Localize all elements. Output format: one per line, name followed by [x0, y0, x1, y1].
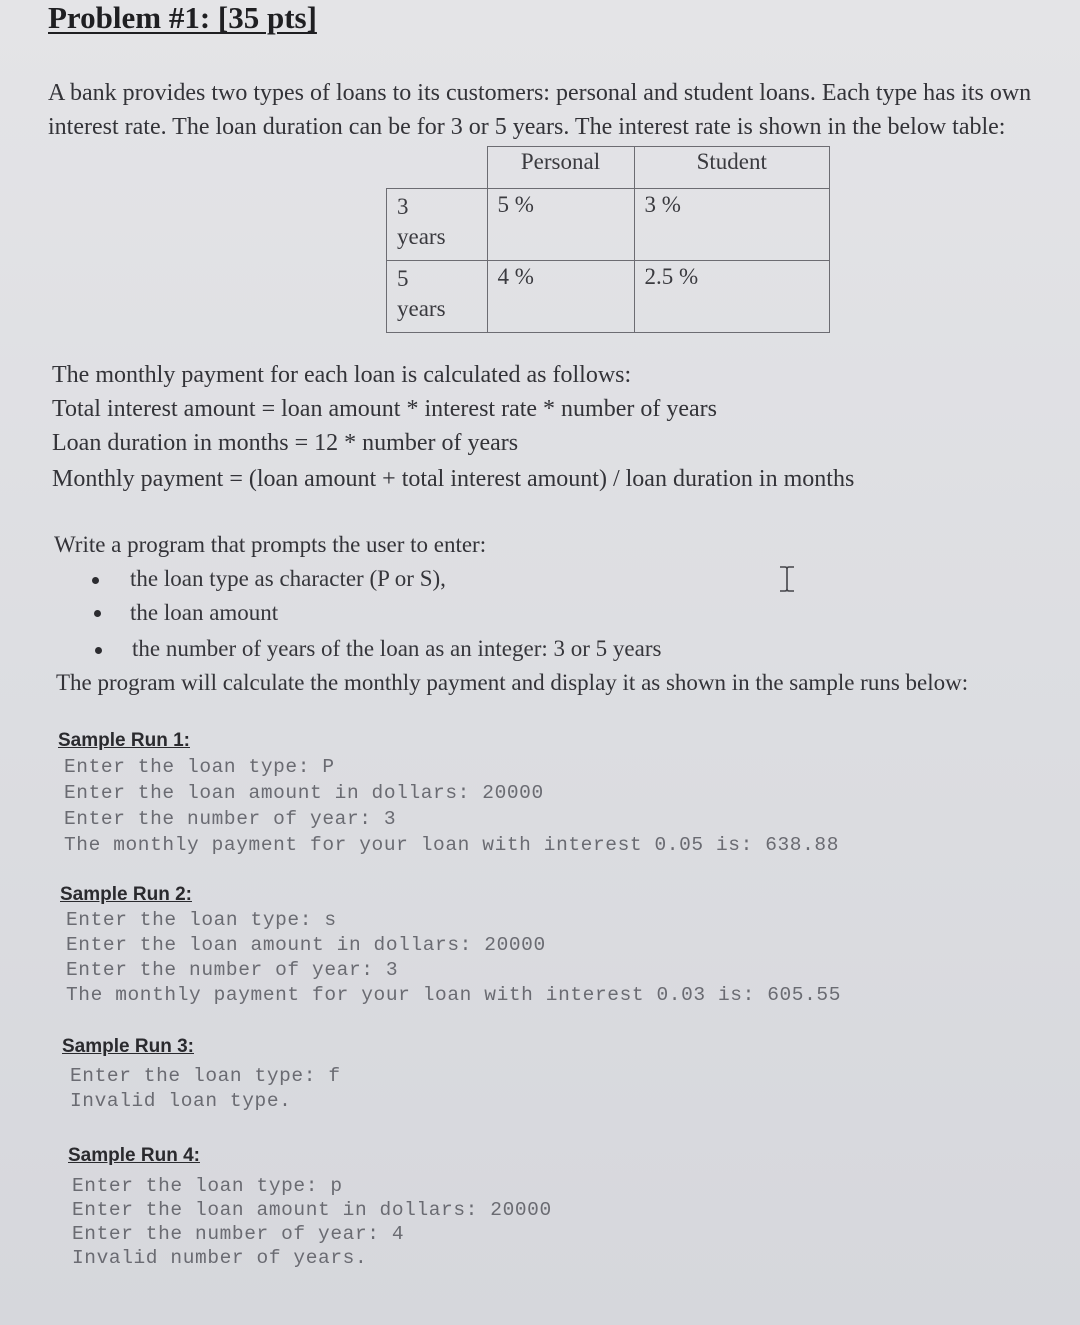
console-line: Invalid number of years.: [72, 1247, 368, 1269]
console-line: The monthly payment for your loan with interest 0.03 is: 605.55: [66, 984, 842, 1006]
sample-run-2-heading: Sample Run 2:: [60, 884, 192, 905]
console-line: Enter the loan amount in dollars: 20000: [64, 782, 544, 804]
duration-cell: [387, 261, 488, 333]
text-cursor-icon: [776, 565, 798, 593]
table-header-row: [387, 147, 830, 189]
bullet-icon: [94, 610, 101, 617]
console-line: Enter the loan amount in dollars: 20000: [66, 934, 546, 956]
bullet-item: the loan amount: [130, 600, 279, 625]
console-line: The monthly payment for your loan with interest 0.05 is: 638.88: [64, 834, 840, 856]
duration-unit: years: [397, 296, 446, 321]
console-line: Enter the loan type: P: [64, 756, 335, 778]
table-header-student: Student: [634, 147, 830, 189]
bullet-icon: [95, 647, 102, 654]
personal-rate-cell: 4 %: [487, 261, 634, 333]
table-header-empty: [387, 147, 488, 189]
console-line: Enter the loan type: p: [72, 1175, 343, 1197]
table-row: [387, 189, 830, 261]
formula-total-interest: Total interest amount = loan amount * interest rate * number of years: [52, 396, 717, 422]
console-line: Enter the number of year: 3: [66, 959, 399, 981]
page-title: Problem #1: [35 pts]: [48, 0, 317, 35]
console-line: Invalid loan type.: [70, 1090, 292, 1112]
bullet-icon: [92, 577, 99, 584]
formula-duration-months: Loan duration in months = 12 * number of years: [52, 430, 519, 456]
personal-rate-cell: 5 %: [487, 189, 634, 261]
duration-number: 3: [397, 194, 409, 219]
formula-intro: The monthly payment for each loan is calculated as follows:: [52, 362, 632, 388]
intro-line-2: interest rate. The loan duration can be for 3 or 5 years. The interest rate is shown in the below table:: [48, 114, 1006, 140]
student-rate-cell: 3 %: [634, 189, 830, 261]
duration-cell: [387, 189, 488, 261]
duration-unit: years: [397, 224, 446, 249]
table-header-personal: Personal: [487, 147, 634, 189]
formula-monthly-payment: Monthly payment = (loan amount + total interest amount) / loan duration in months: [52, 466, 855, 492]
sample-run-4-heading: Sample Run 4:: [68, 1145, 200, 1166]
bullet-item: the number of years of the loan as an integer: 3 or 5 years: [132, 636, 662, 661]
sample-run-3-heading: Sample Run 3:: [62, 1036, 194, 1057]
sample-run-1-heading: Sample Run 1:: [58, 730, 190, 751]
console-line: Enter the number of year: 4: [72, 1223, 405, 1245]
console-line: Enter the loan amount in dollars: 20000: [72, 1199, 552, 1221]
console-line: Enter the number of year: 3: [64, 808, 397, 830]
prompt-outro: The program will calculate the monthly payment and display it as shown in the sample runs below:: [56, 670, 969, 695]
intro-line-1: A bank provides two types of loans to its customers: personal and student loans. Each type has its own: [48, 80, 1032, 106]
student-rate-cell: 2.5 %: [634, 261, 830, 333]
console-line: Enter the loan type: s: [66, 909, 337, 931]
prompt-intro: Write a program that prompts the user to enter:: [54, 532, 487, 557]
table-row: [387, 261, 830, 333]
bullet-item: the loan type as character (P or S),: [130, 566, 446, 591]
duration-number: 5: [397, 266, 409, 291]
interest-rate-table: [386, 146, 830, 333]
console-line: Enter the loan type: f: [70, 1065, 341, 1087]
